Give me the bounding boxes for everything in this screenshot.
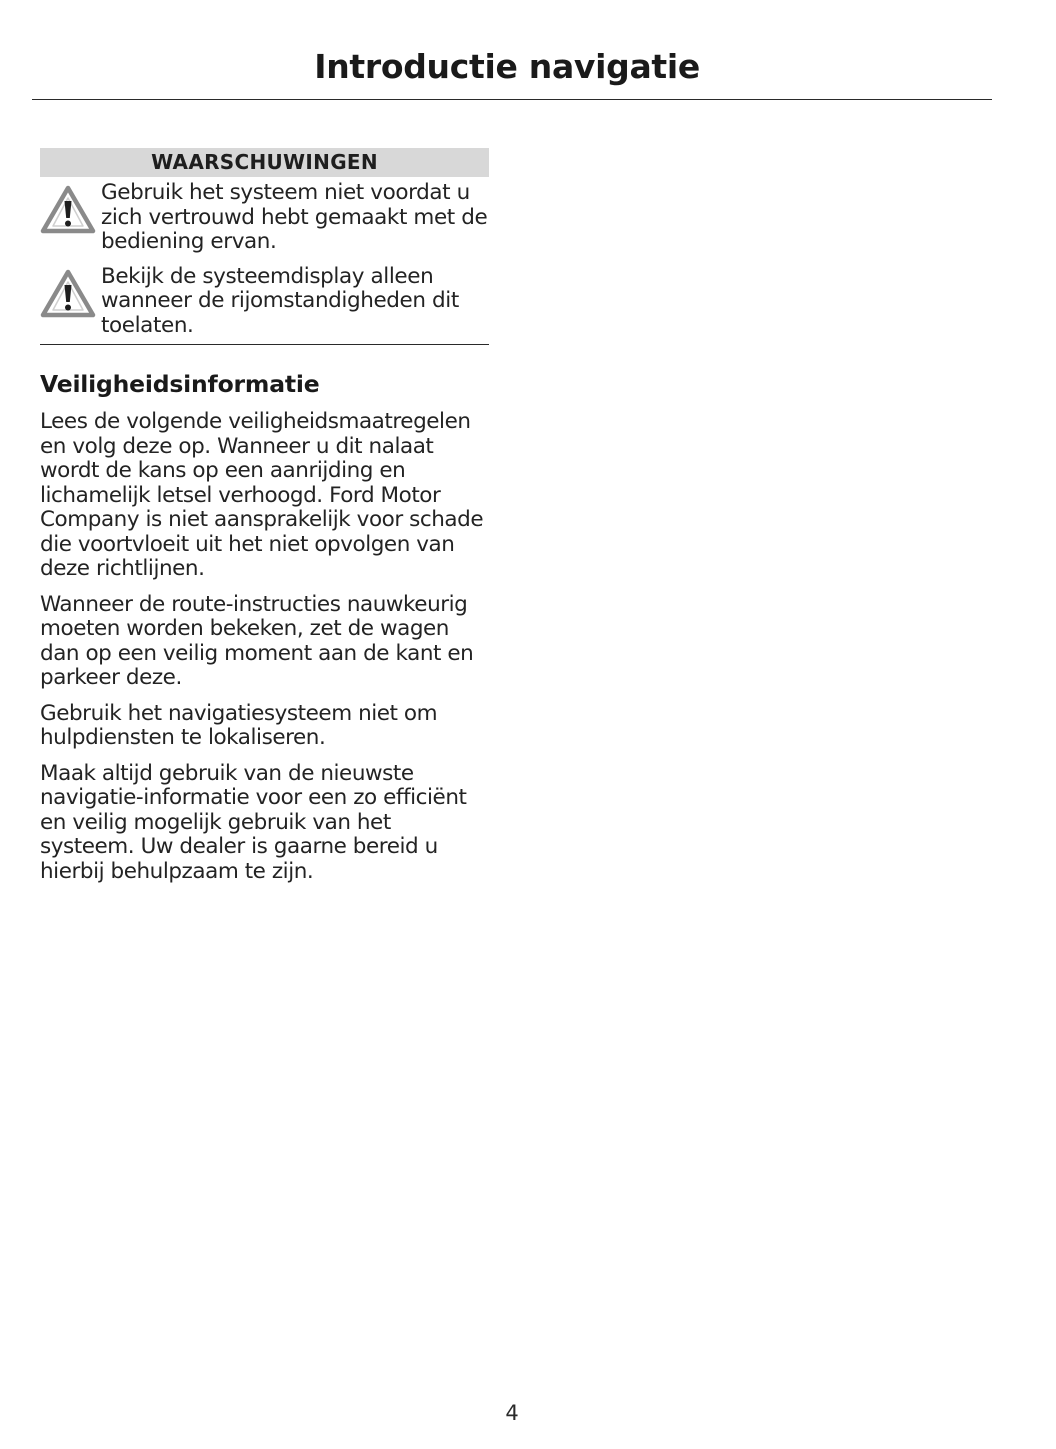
warnings-heading: WAARSCHUWINGEN [40,148,489,177]
warning-item [40,181,489,255]
title-divider [32,99,992,100]
warning-item [40,265,489,339]
paragraph: Wanneer de route-instructies nauwkeurig moeten worden bekeken, zet de wagen dan op een veilig moment aan de kant en parkeer deze. [40,591,474,690]
paragraph: Maak altijd gebruik van de nieuwste navigatie-informatie voor een zo efficiënt en veilig mogelijk gebruik van het systeem. Uw dealer is gaarne bereid u hierbij behulpzaam te zijn. [40,760,467,884]
paragraph: Lees de volgende veiligheidsmaatregelen en volg deze op. Wanneer u dit nalaat wordt de kans op een aanrijding en lichamelijk letsel verhoogd. Ford Motor Company is niet aansprakelijk voor schade die voortvloeit uit het niet opvolgen van deze richtlijnen. [40,409,484,581]
warning-text: Gebruik het systeem niet voordat u zich vertrouwd hebt gemaakt met de bediening ervan. [101,180,488,254]
paragraph: Gebruik het navigatiesysteem niet om hulpdiensten te lokaliseren. [40,700,438,750]
warning-text: Bekijk de systeemdisplay alleen wanneer de rijomstandigheden dit toelaten. [101,263,459,338]
warnings-box [40,148,489,345]
page-number: 4 [505,1401,519,1425]
page-title: Introductie navigatie [314,47,700,86]
section-heading: Veiligheidsinformatie [40,370,320,398]
warning-triangle-icon [40,269,96,319]
main-column [40,148,489,884]
warning-triangle-icon [40,185,96,235]
